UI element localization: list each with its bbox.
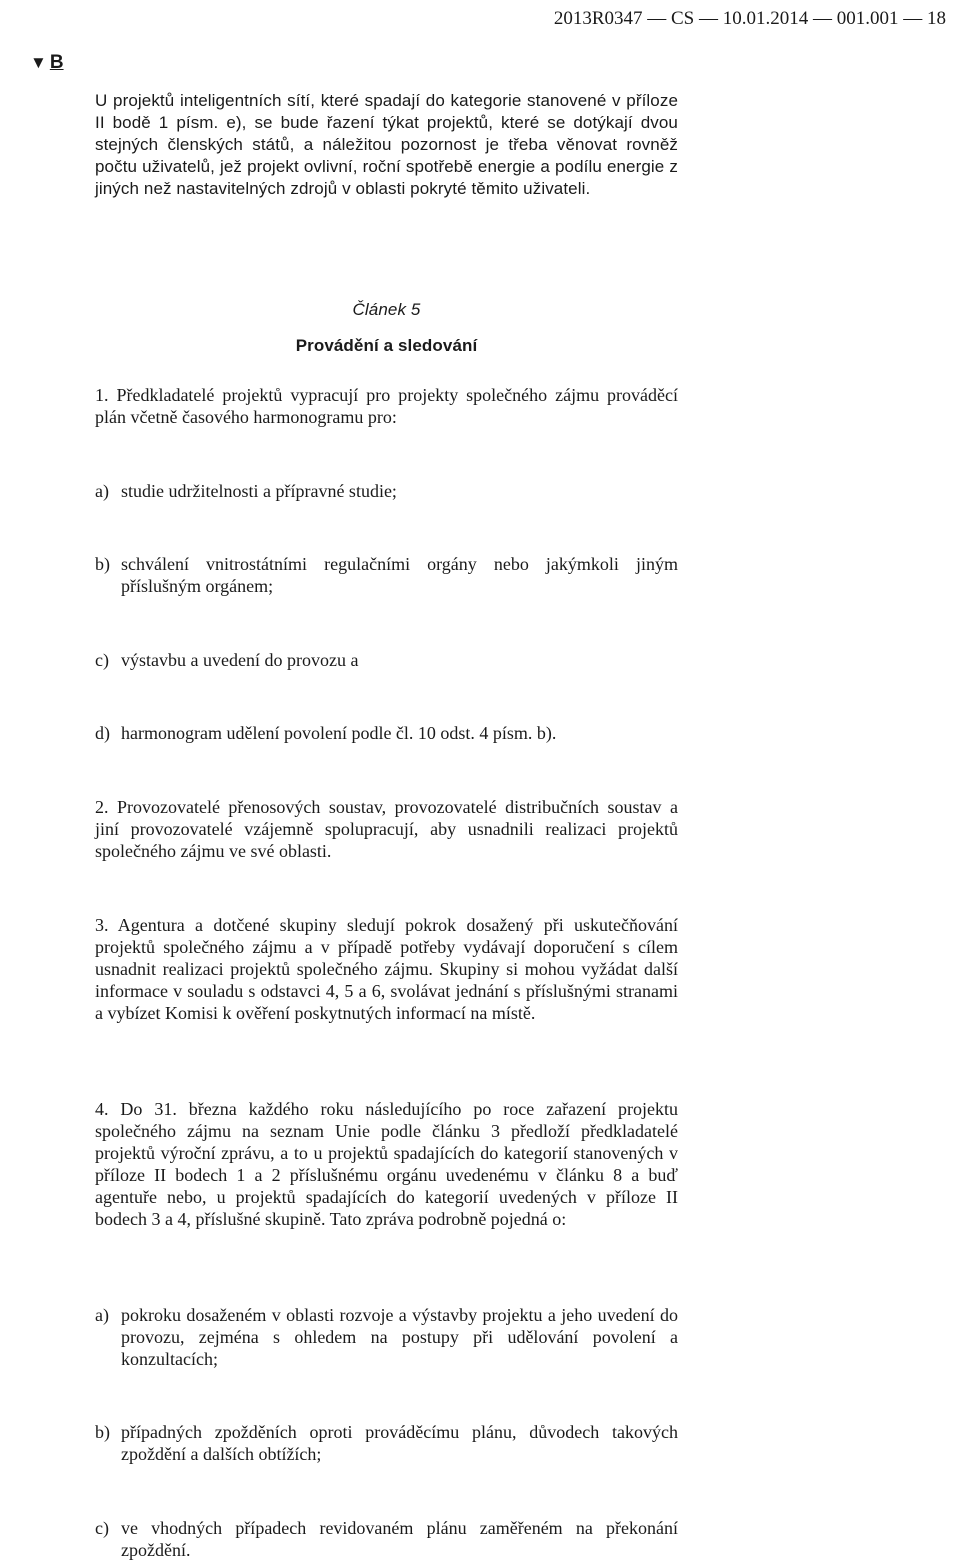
list-item-label: d) <box>95 723 110 743</box>
list-item <box>95 1304 678 1370</box>
list-item <box>95 722 678 744</box>
running-header: 2013R0347 — CS — 10.01.2014 — 001.001 — 18 <box>553 8 946 29</box>
list-item-text: výstavbu a uvedení do provozu a <box>121 650 359 670</box>
paragraph-3: 3. Agentura a dotčené skupiny sledují pokrok dosažený při uskutečňování projektů společného zájmu a v případě potřeby vydávají doporučení s cílem usnadnit realizaci projektů společného zájmu. Skupiny si mohou vyžádat další informace v souladu s odstavci 4, 5 a 6, svolávat jednání s příslušnými stranami a vybízet Komisi k ověření poskytnutých informací na místě. <box>95 915 678 1023</box>
list-item-label: a) <box>95 1305 109 1325</box>
list-item-label: a) <box>95 481 109 501</box>
paragraph-4: 4. Do 31. března každého roku následujícího po roce zařazení projektu společného zájmu na seznam Unie podle článku 3 předloží předkladatelé projektů výroční zprávu, a to u projektů spadajících do kategorií stanovených v příloze II bodech 1 a 2 příslušnému orgánu uvedenému v článku 8 a buď agentuře nebo, u projektů spadajících do kategorií uvedených v příloze II bodech 3 a 4, příslušné skupině. Tato zpráva podrobně pojedná o: <box>95 1099 678 1229</box>
list-item <box>95 649 678 671</box>
list-item <box>95 1517 678 1561</box>
list-item-text: případných zpožděních oproti prováděcímu plánu, důvodech takových zpoždění a dalších obtížích; <box>121 1422 678 1464</box>
paragraph-1: 1. Předkladatelé projektů vypracují pro projekty společného zájmu prováděcí plán včetně časového harmonogramu pro: <box>95 385 678 427</box>
article-title: Provádění a sledování <box>295 336 478 355</box>
list-item-label: c) <box>95 650 109 670</box>
amendment-marker-letter: B <box>49 52 64 73</box>
list-item-text: harmonogram udělení povolení podle čl. 10 odst. 4 písm. b). <box>121 723 557 743</box>
list-item <box>95 1421 678 1465</box>
article-number: Článek 5 <box>352 300 421 319</box>
amendment-marker <box>30 52 64 74</box>
list-item-label: c) <box>95 1518 109 1538</box>
list-item-text: studie udržitelnosti a přípravné studie; <box>121 481 397 501</box>
list-item-text: schválení vnitrostátními regulačními orgány nebo jakýmkoli jiným příslušným orgánem; <box>121 554 678 596</box>
list-item-label: b) <box>95 1422 110 1442</box>
intro-paragraph: U projektů inteligentních sítí, které spadají do kategorie stanovené v příloze II bodě 1 písm. e), se bude řazení týkat projektů, které se dotýkají dvou stejných členských států, a náležitou pozornost je třeba věnovat rovněž počtu uživatelů, jež projekt ovlivní, roční spotřebě energie a podílu energie z jiných než nastavitelných zdrojů v oblasti pokryté těmito uživateli. <box>95 91 678 198</box>
triangle-down-icon: ▼ <box>30 53 47 72</box>
list-item-text: pokroku dosaženém v oblasti rozvoje a výstavby projektu a jeho uvedení do provozu, zejména s ohledem na postupy při udělování povolení a konzultacích; <box>121 1305 678 1369</box>
list-item <box>95 553 678 597</box>
list-item-text: ve vhodných případech revidovaném plánu zaměřeném na překonání zpoždění. <box>121 1518 678 1560</box>
list-item-label: b) <box>95 554 110 574</box>
paragraph-2: 2. Provozovatelé přenosových soustav, provozovatelé distribučních soustav a jiní provozovatelé vzájemně spolupracují, aby usnadnili realizaci projektů společného zájmu ve své oblasti. <box>95 797 678 861</box>
list-item <box>95 480 678 502</box>
